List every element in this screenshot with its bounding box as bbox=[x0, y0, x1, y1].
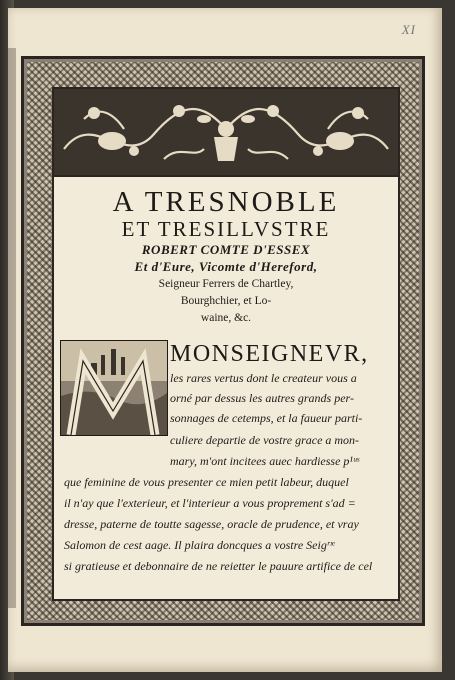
dedicatee-seigneury: Seigneur Ferrers de Chartley, bbox=[158, 278, 294, 290]
body-line: Salomon de cest aage. Il plaira doncques a vostre Seigʳᶦᵉ bbox=[64, 538, 335, 552]
landscape-initial-icon bbox=[61, 341, 167, 435]
body-line: orné par dessus les autres grands per- bbox=[170, 391, 354, 405]
salutation: MONSEIGNEVR, bbox=[170, 341, 369, 367]
opening-paragraph bbox=[54, 340, 398, 436]
engraved-vine-headpiece bbox=[54, 89, 398, 177]
ornamental-frame bbox=[21, 56, 425, 626]
body-line: si gratieuse et debonnaire de ne reietter le pauure artifice de cel bbox=[64, 559, 373, 573]
body-line: culiere departie de vostre grace a mon- bbox=[170, 433, 360, 447]
dedicatee-title: Et d'Eure, Vicomte d'Hereford, bbox=[134, 259, 318, 274]
dedicatee-seigneury-cont: Bourghchier, et Lo- bbox=[180, 295, 272, 307]
folio-number: XI bbox=[401, 22, 416, 37]
dedicatee-name: ROBERT COMTE D'ESSEX bbox=[141, 242, 311, 257]
dedication-subtitle: ET TRESILLVSTRE bbox=[121, 217, 331, 241]
body-line: que feminine de vous presenter ce mien petit labeur, duquel bbox=[64, 475, 349, 489]
body-line: les rares vertus dont le createur vous a bbox=[170, 371, 357, 385]
vine-ornament-icon bbox=[54, 89, 398, 175]
dedication-title: A TRESNOBLE bbox=[112, 186, 340, 218]
dedication-content bbox=[54, 177, 398, 577]
body-line: mary, m'ont incitees auec hardiesse p¹ᵘˢ bbox=[170, 454, 360, 468]
body-line: sonnages de cetemps, et la faueur parti- bbox=[170, 411, 363, 425]
body-line: il n'ay que l'exterieur, et l'interieur a vous proprement s'ad = bbox=[64, 496, 356, 510]
manuscript-page bbox=[8, 8, 442, 672]
facing-page-edge bbox=[8, 48, 16, 608]
dedicatee-seigneury-end: waine, &c. bbox=[200, 312, 252, 324]
historiated-initial bbox=[60, 340, 168, 436]
body-line: dresse, paterne de toutte sagesse, oracle de prudence, et vray bbox=[64, 517, 359, 531]
text-panel bbox=[52, 87, 400, 601]
